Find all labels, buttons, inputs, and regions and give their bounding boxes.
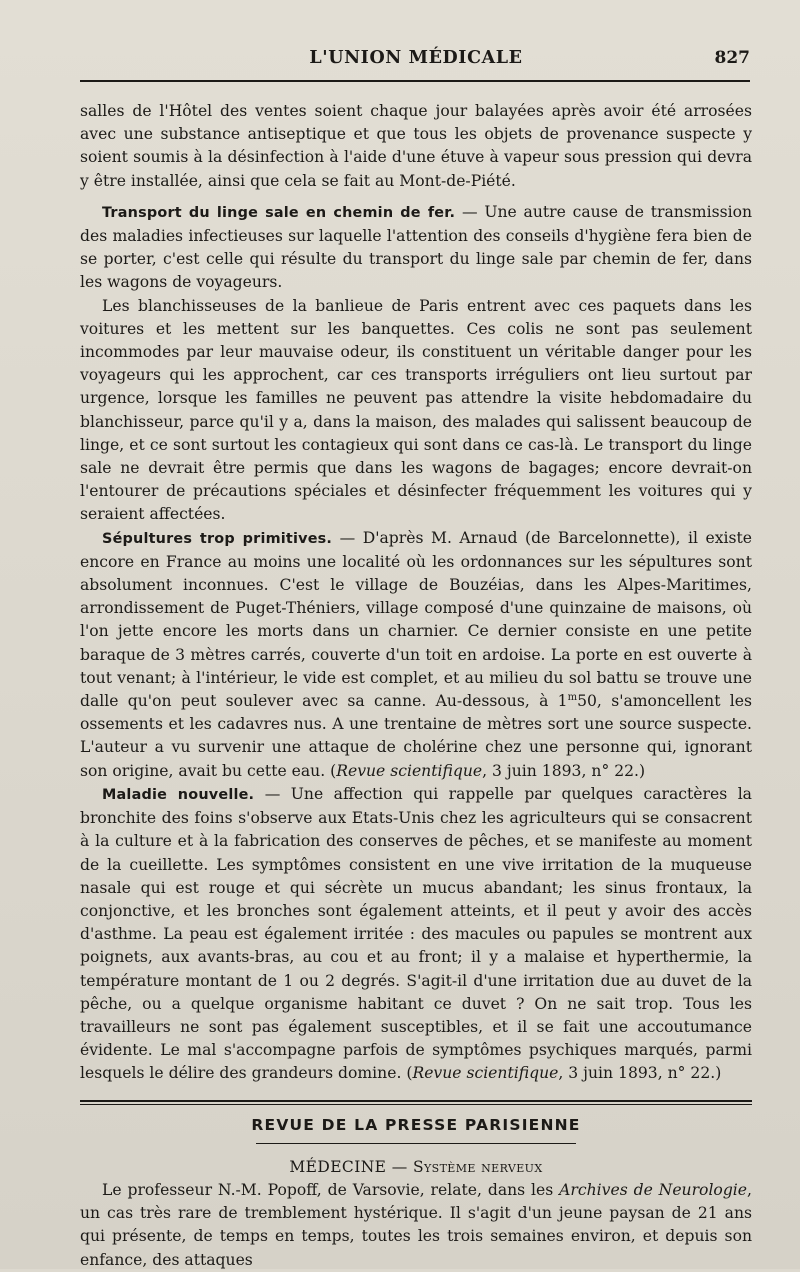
sepultures-heading: Sépultures trop primitives.: [102, 530, 333, 547]
section-double-rule: [80, 1100, 752, 1105]
sepultures-superscript: m: [567, 691, 578, 703]
popoff-paragraph: [80, 1179, 752, 1272]
sepultures-text-a: — D'après M. Arnaud (de Barcelonnette), il existe encore en France au moins une localité où les ordonnances sur les sépultures sont absolument inconnues. C'est le village de Bouzéias, dans les Alpes-Maritimes, arrondissement de Puget-Théniers, village composé d'une quinzaine de maisons, où l'on jette encore les morts dans un charnier. Ce dernier consiste en une petite baraque de 3 mètres carrés, couverte d'un toit en ardoise. La porte en est ouverte à tout venant; à l'intérieur, le vide est complet, et au milieu du sol battu se trouve une dalle qu'on peut soulever avec sa canne. Au-dessous, à 1: [80, 528, 752, 711]
sepultures-citation-end: , 3 juin 1893, n° 22.): [482, 761, 646, 780]
section-title-rule: [256, 1143, 576, 1144]
popoff-text-a: Le professeur N.-M. Popoff, de Varsovie, relate, dans les: [102, 1180, 560, 1199]
transport-paragraph: [80, 201, 752, 295]
intro-paragraph: [80, 100, 752, 193]
maladie-heading: Maladie nouvelle.: [102, 786, 255, 803]
maladie-paragraph: [80, 783, 752, 1086]
section-title: REVUE DE LA PRESSE PARISIENNE: [251, 1115, 581, 1134]
page-number: 827: [714, 48, 750, 68]
maladie-citation-end: , 3 juin 1893, n° 22.): [558, 1064, 722, 1083]
subsection-topic: Système nerveux: [412, 1157, 543, 1176]
popoff-citation: Archives de Neurologie: [559, 1180, 748, 1199]
press-review-section: [80, 1100, 752, 1179]
header-rule: [80, 80, 750, 82]
maladie-citation: Revue scientifique: [412, 1064, 559, 1083]
popoff-text-b: , un cas très rare de tremblement hystérique. Il s'agit d'un jeune paysan de 21 ans qui présente, de temps en temps, toutes les trois semaines environ, et depuis son enfance, des attaques: [80, 1180, 752, 1269]
journal-title: L'UNION MÉDICALE: [309, 48, 523, 68]
blanchisseuses-paragraph: [80, 295, 752, 527]
article-body: [80, 100, 752, 1272]
subsection-title: [80, 1156, 752, 1179]
running-head: [80, 46, 752, 76]
subsection-main: MÉDECINE —: [289, 1157, 413, 1176]
transport-heading: Transport du linge sale en chemin de fer.: [102, 204, 456, 221]
maladie-text: — Une affection qui rappelle par quelques caractères la bronchite des foins s'observe aux Etats-Unis chez les agriculteurs qui se consacrent à la culture et à la fabrication des conserves de pêches, et se manifeste au moment de la cueillette. Les symptômes consistent en une vive irritation de la muqueuse nasale qui est rouge et qui sécrète un mucus abandant; les sinus frontaux, la conjonctive, et les bronches sont également atteints, et il peut y avoir des accès d'asthme. La peau est également irritée : des macules ou papules se montrent aux poignets, aux avants-bras, au cou et au front; il y a malaise et hyperthermie, la température montant de 1 ou 2 degrés. S'agit-il d'une irritation due au duvet de la pêche, ou a quelque organisme habitant ce duvet ? On ne sait trop. Tous les travailleurs ne sont pas également susceptibles, et il se fait une accoutumance évidente. Le mal s'accompagne parfois de symptômes psychiques marqués, parmi lesquels le délire des grandeurs domine. (: [80, 784, 752, 1083]
sepultures-paragraph: [80, 527, 752, 783]
intro-text: salles de l'Hôtel des ventes soient chaque jour balayées après avoir été arrosées avec une substance antiseptique et que tous les objets de provenance suspecte y soient soumis à la désinfection à l'aide d'une étuve à vapeur sous pression qui devra y être installée, ainsi que cela se fait au Mont-de-Piété.: [80, 102, 752, 190]
transport-text: — Une autre cause de transmission des maladies infectieuses sur laquelle l'attention des conseils d'hygiène fera bien de se porter, c'est celle qui résulte du transport du linge sale par chemin de fer, dans les wagons de voyageurs.: [80, 202, 753, 292]
sepultures-citation: Revue scientifique: [336, 761, 483, 780]
blanchisseuses-text: Les blanchisseuses de la banlieue de Paris entrent avec ces paquets dans les voitures et les mettent sur les banquettes. Ces colis ne sont pas seulement incommodes par leur mauvaise odeur, ils constituent un véritable danger pour les voyageurs qui les approchent, car ces transports irréguliers ont lieu surtout par urgence, lorsque les familles ne peuvent pas attendre la visite hebdomadaire du blanchisseur, parce qu'il y a, dans la maison, des malades qui salissent beaucoup de linge, et ce sont surtout les contagieux qui sont dans ce cas-là. Le transport du linge sale ne devrait être permis que dans les wagons de bagages; encore devrait-on l'entourer de précautions spéciales et désinfecter fréquemment les voitures qui y seraient affectées.: [80, 296, 752, 524]
sepultures-text-b: 50, s'amoncellent les ossements et les cadavres nus. A une trentaine de mètres sort une source suspecte. L'auteur a vu survenir une attaque de cholérine chez une personne qui, ignorant son origine, avait bu cette eau. (: [80, 692, 752, 780]
